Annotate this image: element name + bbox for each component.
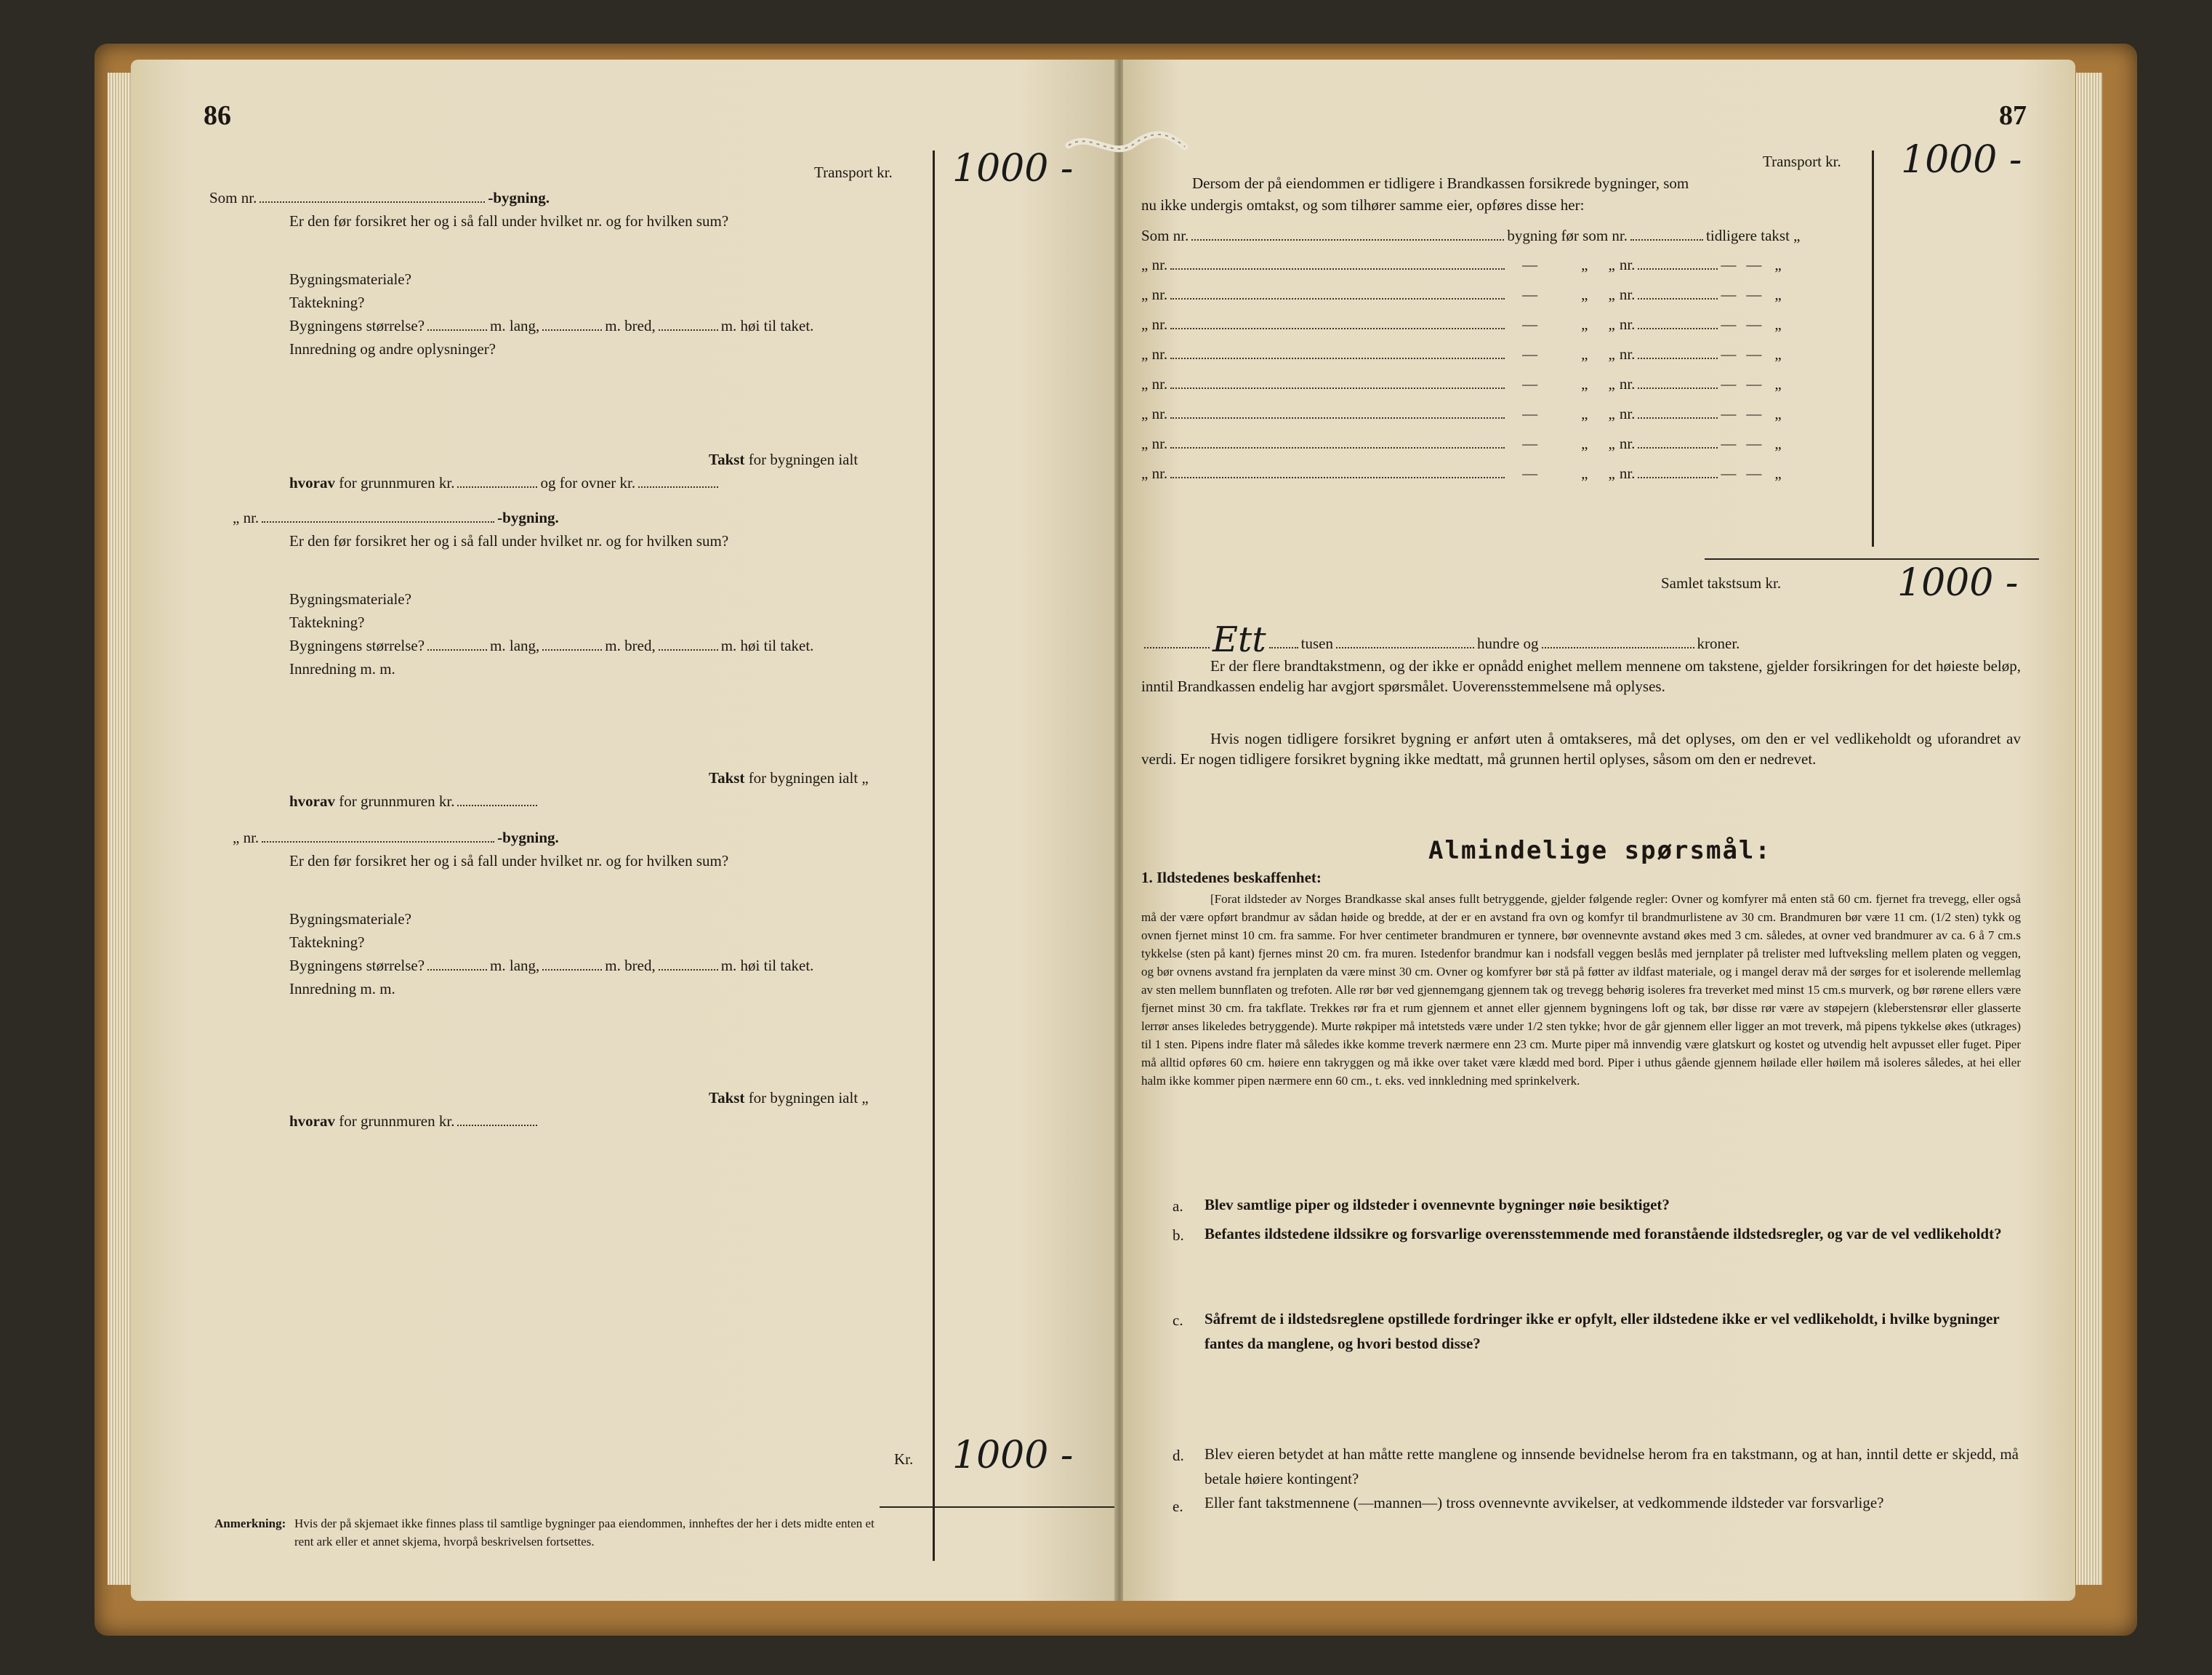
table-row — [1141, 287, 1782, 302]
row-end: „ — [1793, 227, 1801, 244]
row-dash: — — [1721, 286, 1737, 303]
row-nr: nr. — [1619, 405, 1636, 422]
samlet-rule — [1705, 558, 2039, 560]
intro-line-2: nu ikke undergis omtakst, og som tilhører samme eier, opføres disse her: — [1141, 196, 1585, 214]
hvorav-rest: for grunnmuren kr. — [339, 474, 455, 491]
right-transport-value: 1000 - — [1901, 138, 2022, 182]
question-letter: b. — [1173, 1226, 1184, 1244]
row-label: „ nr. — [1141, 375, 1168, 393]
row-quote: „ — [1581, 405, 1588, 422]
width-label: m. bred, — [605, 957, 656, 974]
row-quote: „ — [1774, 375, 1782, 393]
length-label: m. lang, — [490, 317, 540, 334]
row-label: Som nr. — [1141, 227, 1189, 244]
question-letter: e. — [1173, 1498, 1183, 1515]
question-b: Befantes ildstedene ildssikre og forsvarlige overensstemmende med foranstående ildstedsregler, og var de vel vedlikeholdt? — [1204, 1225, 2002, 1242]
row-quote: „ — [1774, 256, 1782, 273]
row-quote: „ — [1608, 345, 1615, 363]
table-row — [1141, 406, 1782, 422]
length-label: m. lang, — [490, 637, 540, 654]
question-letter: a. — [1173, 1197, 1183, 1215]
paragraph-previous-buildings: Hvis nogen tidligere forsikret bygning er anført uten å omtakseres, må det oplyses, om den er vel vedlikeholdt og uforandret av verdi. Er nogen tidligere forsikret bygning ikke medtatt, må grunnen hertil oplyses, såsom om den er nedrevet. — [1141, 730, 2021, 768]
size-label: Bygningens størrelse? — [289, 317, 425, 334]
row-dash: — — [1746, 345, 1762, 363]
note-line-2: rent ark eller et annet skjema, hvorpå beskrivelsen fortsettes. — [294, 1535, 595, 1549]
total-label: Kr. — [894, 1450, 914, 1468]
roof-label: Taktekning? — [289, 933, 365, 951]
height-label: m. høi til taket. — [720, 637, 814, 654]
words-value: Ett — [1212, 619, 1266, 660]
row-dash: — — [1522, 465, 1538, 482]
right-page — [1123, 60, 2075, 1601]
size-label: Bygningens størrelse? — [289, 637, 425, 654]
amount-column-line — [933, 150, 935, 1561]
amount-in-words — [1141, 619, 1740, 660]
words-kroner: kroner. — [1697, 635, 1740, 652]
insured-question: Er den før forsikret her og i så fall under hvilket nr. og for hvilken sum? — [289, 532, 729, 550]
row-quote: „ — [1581, 465, 1588, 482]
row-quote: „ — [1774, 405, 1782, 422]
takst-label: Takst — [709, 451, 745, 468]
width-label: m. bred, — [605, 317, 656, 334]
row-dash: — — [1721, 345, 1737, 363]
material-label: Bygningsmateriale? — [289, 590, 411, 608]
row-tidligere: tidligere takst — [1706, 227, 1790, 244]
takst-rest: for bygningen ialt — [748, 451, 858, 468]
page-edges-right — [2076, 73, 2102, 1585]
row-dash: — — [1746, 405, 1762, 422]
takst-label: Takst — [709, 769, 745, 787]
table-row — [1141, 317, 1782, 332]
right-transport-label: Transport kr. — [1763, 153, 1841, 170]
total-rule — [880, 1506, 1119, 1508]
binding-thread-icon — [1061, 131, 1192, 160]
samlet-label: Samlet takstsum kr. — [1661, 574, 1782, 592]
row-quote: „ — [1774, 345, 1782, 363]
section-heading: Almindelige spørsmål: — [1428, 836, 1771, 865]
interior-label: Innredning m. m. — [289, 980, 395, 997]
row-nr: nr. — [1619, 316, 1636, 333]
row-nr: nr. — [1619, 465, 1636, 482]
row-quote: „ — [1581, 375, 1588, 393]
row-bygning: bygning før som nr. — [1507, 227, 1628, 244]
right-amount-line — [1872, 150, 1874, 547]
table-row — [1141, 257, 1782, 273]
page-edges-left — [108, 73, 134, 1585]
row-label: „ nr. — [1141, 435, 1168, 452]
row-dash: — — [1721, 316, 1737, 333]
roof-label: Taktekning? — [289, 614, 365, 631]
height-label: m. høi til taket. — [720, 317, 814, 334]
paragraph-multiple-assessors: Er der flere brandtakstmenn, og der ikke er opnådd enighet mellem mennene om takstene, gjelder forsikringen for det høieste beløp, inntil Brandkassen endelig har avgjort spørsmålet. Uoverensstemmelsene må oplyses. — [1141, 657, 2021, 695]
takst-label: Takst — [709, 1089, 745, 1106]
row-quote: „ — [1774, 316, 1782, 333]
row-dash: — — [1522, 286, 1538, 303]
row-quote: „ — [1774, 465, 1782, 482]
row-quote: „ — [1581, 316, 1588, 333]
interior-label: Innredning og andre oplysninger? — [289, 340, 496, 358]
table-row — [1141, 466, 1782, 481]
row-dash: — — [1721, 435, 1737, 452]
building-label: -bygning. — [497, 509, 559, 526]
right-page-number: 87 — [1999, 100, 2027, 131]
question-d: Blev eieren betydet at han måtte rette manglene og innsende bevidnelse herom fra en takstmann, og at han, inntil dette er skjedd, må betale høiere kontingent? — [1204, 1445, 2019, 1487]
samlet-value: 1000 - — [1897, 561, 2019, 605]
row-dash: — — [1746, 435, 1762, 452]
row-dash: — — [1522, 435, 1538, 452]
intro-line-1: Dersom der på eiendommen er tidligere i Brandkassen forsikrede bygninger, som — [1192, 174, 1689, 192]
table-row — [1141, 436, 1782, 451]
row-dash: — — [1522, 345, 1538, 363]
left-transport-label: Transport kr. — [814, 164, 893, 181]
section-prefix: „ nr. — [233, 829, 260, 846]
row-quote: „ — [1581, 345, 1588, 363]
hvorav-rest: for grunnmuren kr. — [339, 792, 455, 810]
roof-label: Taktekning? — [289, 294, 365, 311]
row-dash: — — [1746, 375, 1762, 393]
total-value: 1000 - — [952, 1434, 1074, 1477]
row-dash: — — [1721, 256, 1737, 273]
row-dash: — — [1522, 375, 1538, 393]
words-tusen: tusen — [1300, 635, 1333, 652]
length-label: m. lang, — [490, 957, 540, 974]
row-label: „ nr. — [1141, 345, 1168, 363]
insured-question: Er den før forsikret her og i så fall under hvilket nr. og for hvilken sum? — [289, 852, 729, 869]
row-quote: „ — [1608, 286, 1615, 303]
row-dash: — — [1746, 256, 1762, 273]
row-nr: nr. — [1619, 345, 1636, 363]
hvorav-rest: for grunnmuren kr. — [339, 1112, 455, 1130]
row-quote: „ — [1608, 316, 1615, 333]
row-nr: nr. — [1619, 435, 1636, 452]
row-label: „ nr. — [1141, 286, 1168, 303]
question-e: Eller fant takstmennene (—mannen—) tross ovennevnte avvikelser, at vedkommende ildsteder var forsvarlige? — [1204, 1494, 1884, 1511]
ovner-label: og for ovner kr. — [540, 474, 636, 491]
size-label: Bygningens størrelse? — [289, 957, 425, 974]
section-prefix: „ nr. — [233, 509, 260, 526]
row-label: „ nr. — [1141, 465, 1168, 482]
row-quote: „ — [1581, 435, 1588, 452]
fireplace-rules-text: [Forat ildsteder av Norges Brandkasse skal anses fullt betryggende, gjelder følgende regler: Ovner og komfyrer må enten stå 60 cm. fjernet fra trevegg, eller også må der være opført brandmur av sådan høide og bredde, at der er en avstand fra ovn og komfyr til brandmurlistene av 30 cm. Brandmuren bør være 11 cm. (1/2 sten) tykk og ovnen fjernet minst 10 cm. fra samme. For hver centimeter brandmuren er tynnere, bør ovennevnte avstand økes med 3 cm. således, at ovner ved brandmurer av ca. 6 å 7 cm.s tykkelse (sten på kant) fjernes minst 20 cm. fra muren. Istedenfor brandmur kan i nodsfall veggen beslås med jernplater på trelister med luftveksling mellem platen og veggen, og bør ovnens avstand fra jernplaten da være minst 30 cm. Ovner og komfyrer bør stå på føtter av ildfast materiale, og i mangel derav må der sørges for et isolerende mellemlag av sten mellem bunnflaten og trefoten. Alle rør bør ved gjennemgang gjennem tak og trevegg behørig isoleres fra treverket med minst 15 cm.s murverk, og bør rørene ellers være fjernet minst 30 cm. fra takflate. Trekkes rør fra et rum gjennem et annet eller gjennem bygningens loft og tak, bør disse rør være av støpejern (kleberstensrør eller glasserte lerrør anses likeledes betryggende). Murte røkpiper må intetsteds være under 1/2 sten tykke; hvor de går gjennem eller ligger an mot treverk, må pipens tykkelse økes (utkrages) til 1 sten. Pipens indre flater må således ikke komme treverk nærmere enn 23 cm. Murte piper må innvendig være glatskurt og kostet og utvendig helt avpusset eller fuget. Piper må alltid opføres 60 cm. høiere enn takryggen og må ikke over taket være klædd med bord. Piper i uthus gående gjennem høilade eller høilem må isoleres således, at hei eller halm ikke kommer pipen nærmere enn 60 cm., t. eks. ved innkledning med sprinkelverk. — [1141, 892, 2021, 1088]
left-page — [131, 60, 1119, 1601]
row-nr: nr. — [1619, 375, 1636, 393]
building-label: -bygning. — [488, 189, 550, 206]
row-label: „ nr. — [1141, 405, 1168, 422]
question-letter: d. — [1173, 1447, 1184, 1464]
note-line-1: Hvis der på skjemaet ikke finnes plass til samtlige bygninger paa eiendommen, innheftes der her i dets midte enten et — [294, 1517, 874, 1530]
row-quote: „ — [1581, 286, 1588, 303]
row-dash: — — [1522, 405, 1538, 422]
material-label: Bygningsmateriale? — [289, 910, 411, 928]
table-row — [1141, 347, 1782, 362]
table-row — [1141, 228, 1801, 244]
left-page-number: 86 — [204, 100, 231, 131]
height-label: m. høi til taket. — [720, 957, 814, 974]
row-dash: — — [1746, 316, 1762, 333]
interior-label: Innredning m. m. — [289, 660, 395, 678]
section-prefix: Som nr. — [209, 189, 257, 206]
words-hundre: hundre og — [1476, 635, 1539, 652]
row-dash: — — [1522, 316, 1538, 333]
note-label: Anmerkning: — [214, 1517, 286, 1530]
row-dash: — — [1522, 256, 1538, 273]
insured-question: Er den før forsikret her og i så fall under hvilket nr. og for hvilken sum? — [289, 212, 729, 230]
sub-heading-fireplaces: 1. Ildstedenes beskaffenhet: — [1141, 869, 1322, 886]
hvorav-label: hvorav — [289, 474, 335, 491]
question-letter: c. — [1173, 1312, 1183, 1329]
row-label: „ nr. — [1141, 316, 1168, 333]
row-quote: „ — [1608, 465, 1615, 482]
row-quote: „ — [1774, 435, 1782, 452]
row-quote: „ — [1581, 256, 1588, 273]
row-dash: — — [1746, 286, 1762, 303]
row-dash: — — [1721, 405, 1737, 422]
row-nr: nr. — [1619, 256, 1636, 273]
row-quote: „ — [1774, 286, 1782, 303]
question-c: Såfremt de i ildstedsreglene opstillede fordringer ikke er opfylt, eller ildstedene ikke er vel vedlikeholdt, i hvilke bygninger fantes da manglene, og hvori bestod disse? — [1204, 1310, 2000, 1352]
row-quote: „ — [1608, 405, 1615, 422]
row-dash: — — [1721, 465, 1737, 482]
row-quote: „ — [1608, 435, 1615, 452]
hvorav-label: hvorav — [289, 1112, 335, 1130]
row-quote: „ — [1608, 375, 1615, 393]
material-label: Bygningsmateriale? — [289, 270, 411, 288]
building-label: -bygning. — [497, 829, 559, 846]
row-quote: „ — [1608, 256, 1615, 273]
takst-rest: for bygningen ialt „ — [748, 1089, 869, 1106]
row-dash: — — [1746, 465, 1762, 482]
row-label: „ nr. — [1141, 256, 1168, 273]
row-dash: — — [1721, 375, 1737, 393]
table-row — [1141, 377, 1782, 392]
takst-rest: for bygningen ialt „ — [748, 769, 869, 787]
hvorav-label: hvorav — [289, 792, 335, 810]
left-transport-value: 1000 - — [952, 147, 1074, 190]
question-a: Blev samtlige piper og ildsteder i ovennevnte bygninger nøie besiktiget? — [1204, 1196, 1670, 1213]
row-nr: nr. — [1619, 286, 1636, 303]
width-label: m. bred, — [605, 637, 656, 654]
